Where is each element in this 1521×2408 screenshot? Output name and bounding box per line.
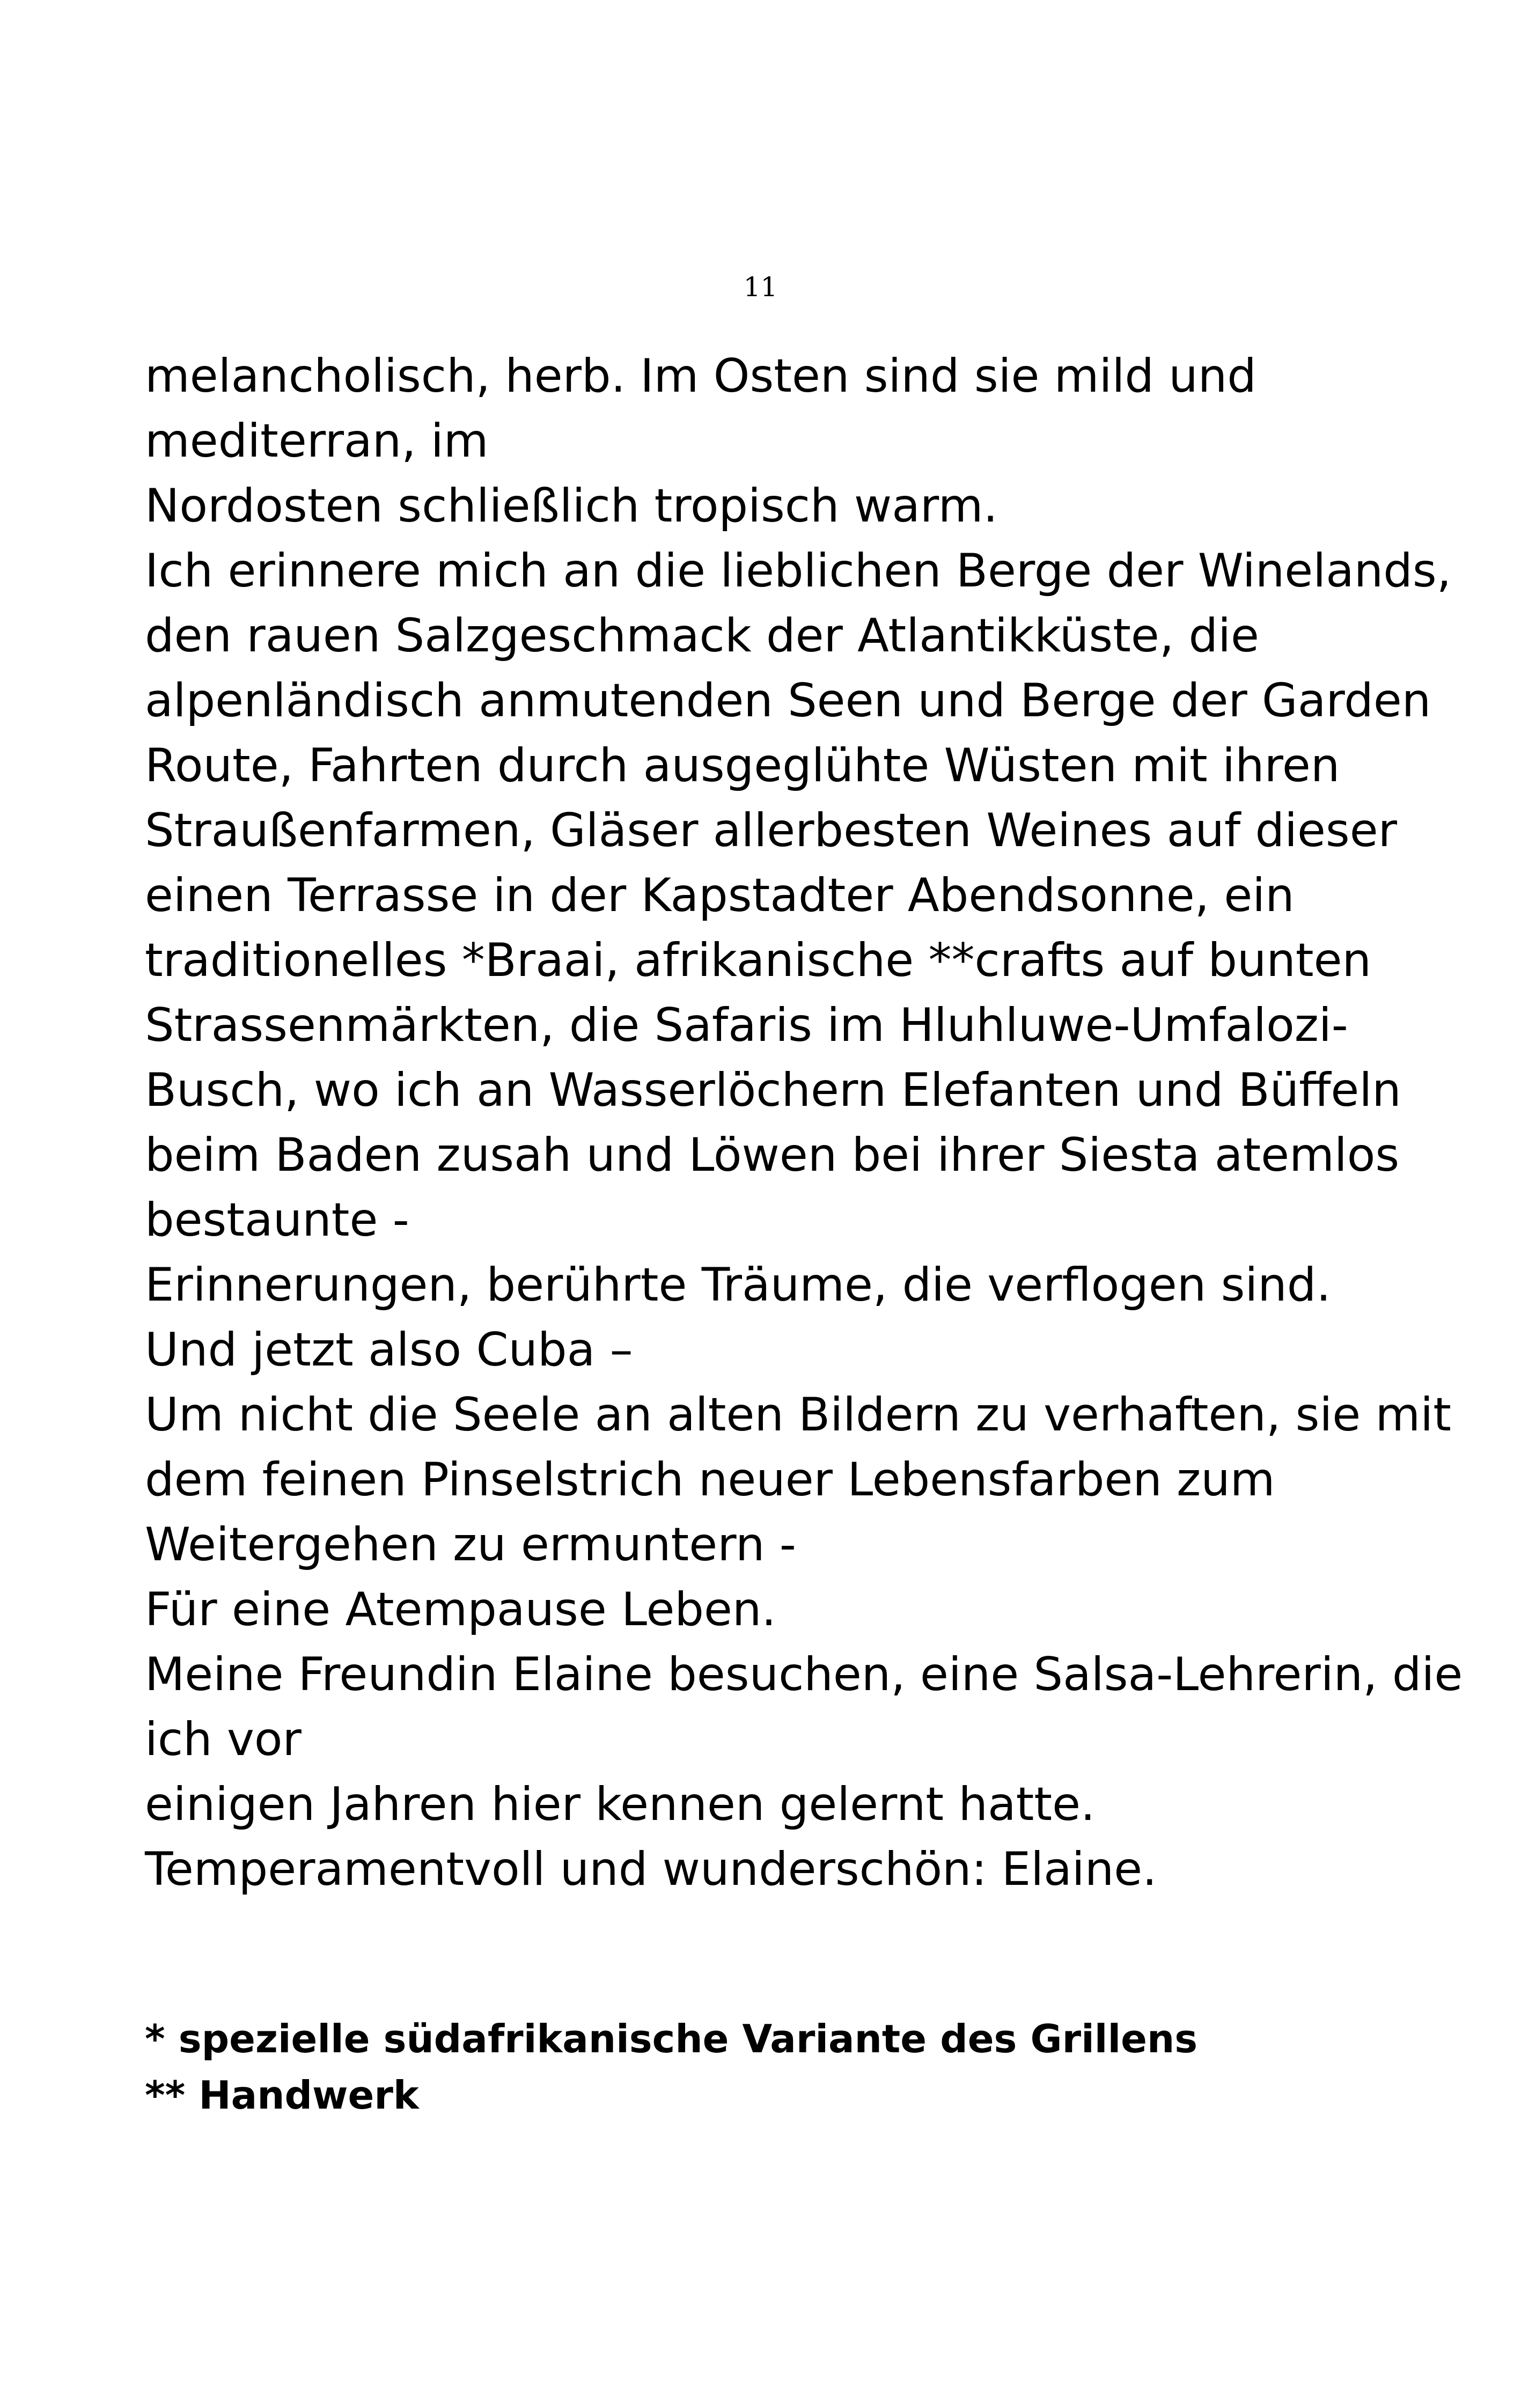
text-line: Strassenmärkten, die Safaris im Hluhluwe-Umfalozi- bbox=[145, 999, 1348, 1052]
footnote: * spezielle südafrikanische Variante des Grillens bbox=[145, 2016, 1198, 2061]
text-line: Und jetzt also Cuba – bbox=[145, 1323, 633, 1377]
text-line: Straußenfarmen, Gläser allerbesten Weines auf dieser bbox=[145, 804, 1397, 857]
page-number: 11 bbox=[743, 271, 778, 303]
text-line: mediterran, im bbox=[145, 414, 489, 468]
footnotes bbox=[145, 2011, 1379, 2124]
text-line: Meine Freundin Elaine besuchen, eine Salsa-Lehrerin, die bbox=[145, 1648, 1463, 1701]
text-line: Um nicht die Seele an alten Bildern zu verhaften, sie mit bbox=[145, 1388, 1451, 1442]
text-line: Ich erinnere mich an die lieblichen Berge der Winelands, bbox=[145, 544, 1452, 598]
text-line: melancholisch, herb. Im Osten sind sie mild und bbox=[145, 349, 1257, 403]
text-line: bestaunte - bbox=[145, 1193, 409, 1247]
text-line: Weitergehen zu ermuntern - bbox=[145, 1518, 796, 1572]
text-line: traditionelles *Braai, afrikanische **crafts auf bunten bbox=[145, 934, 1372, 987]
text-line: Busch, wo ich an Wasserlöchern Elefanten und Büffeln bbox=[145, 1063, 1401, 1117]
text-line: Erinnerungen, berührte Träume, die verflogen sind. bbox=[145, 1258, 1331, 1312]
body-text bbox=[145, 344, 1463, 1902]
text-line: ich vor bbox=[145, 1713, 302, 1766]
text-line: Route, Fahrten durch ausgeglühte Wüsten mit ihren bbox=[145, 739, 1340, 792]
text-line: den rauen Salzgeschmack der Atlantikküste, die bbox=[145, 609, 1259, 663]
text-line: beim Baden zusah und Löwen bei ihrer Siesta atemlos bbox=[145, 1128, 1400, 1182]
footnote: ** Handwerk bbox=[145, 2073, 419, 2118]
text-line: einen Terrasse in der Kapstadter Abendsonne, ein bbox=[145, 869, 1295, 922]
text-line: einigen Jahren hier kennen gelernt hatte. bbox=[145, 1778, 1096, 1831]
text-line: Für eine Atempause Leben. bbox=[145, 1583, 776, 1636]
text-line: Nordosten schließlich tropisch warm. bbox=[145, 479, 998, 533]
text-line: alpenländisch anmutenden Seen und Berge der Garden bbox=[145, 674, 1431, 728]
text-line: Temperamentvoll und wunderschön: Elaine. bbox=[145, 1842, 1157, 1896]
text-line: dem feinen Pinselstrich neuer Lebensfarben zum bbox=[145, 1453, 1275, 1507]
